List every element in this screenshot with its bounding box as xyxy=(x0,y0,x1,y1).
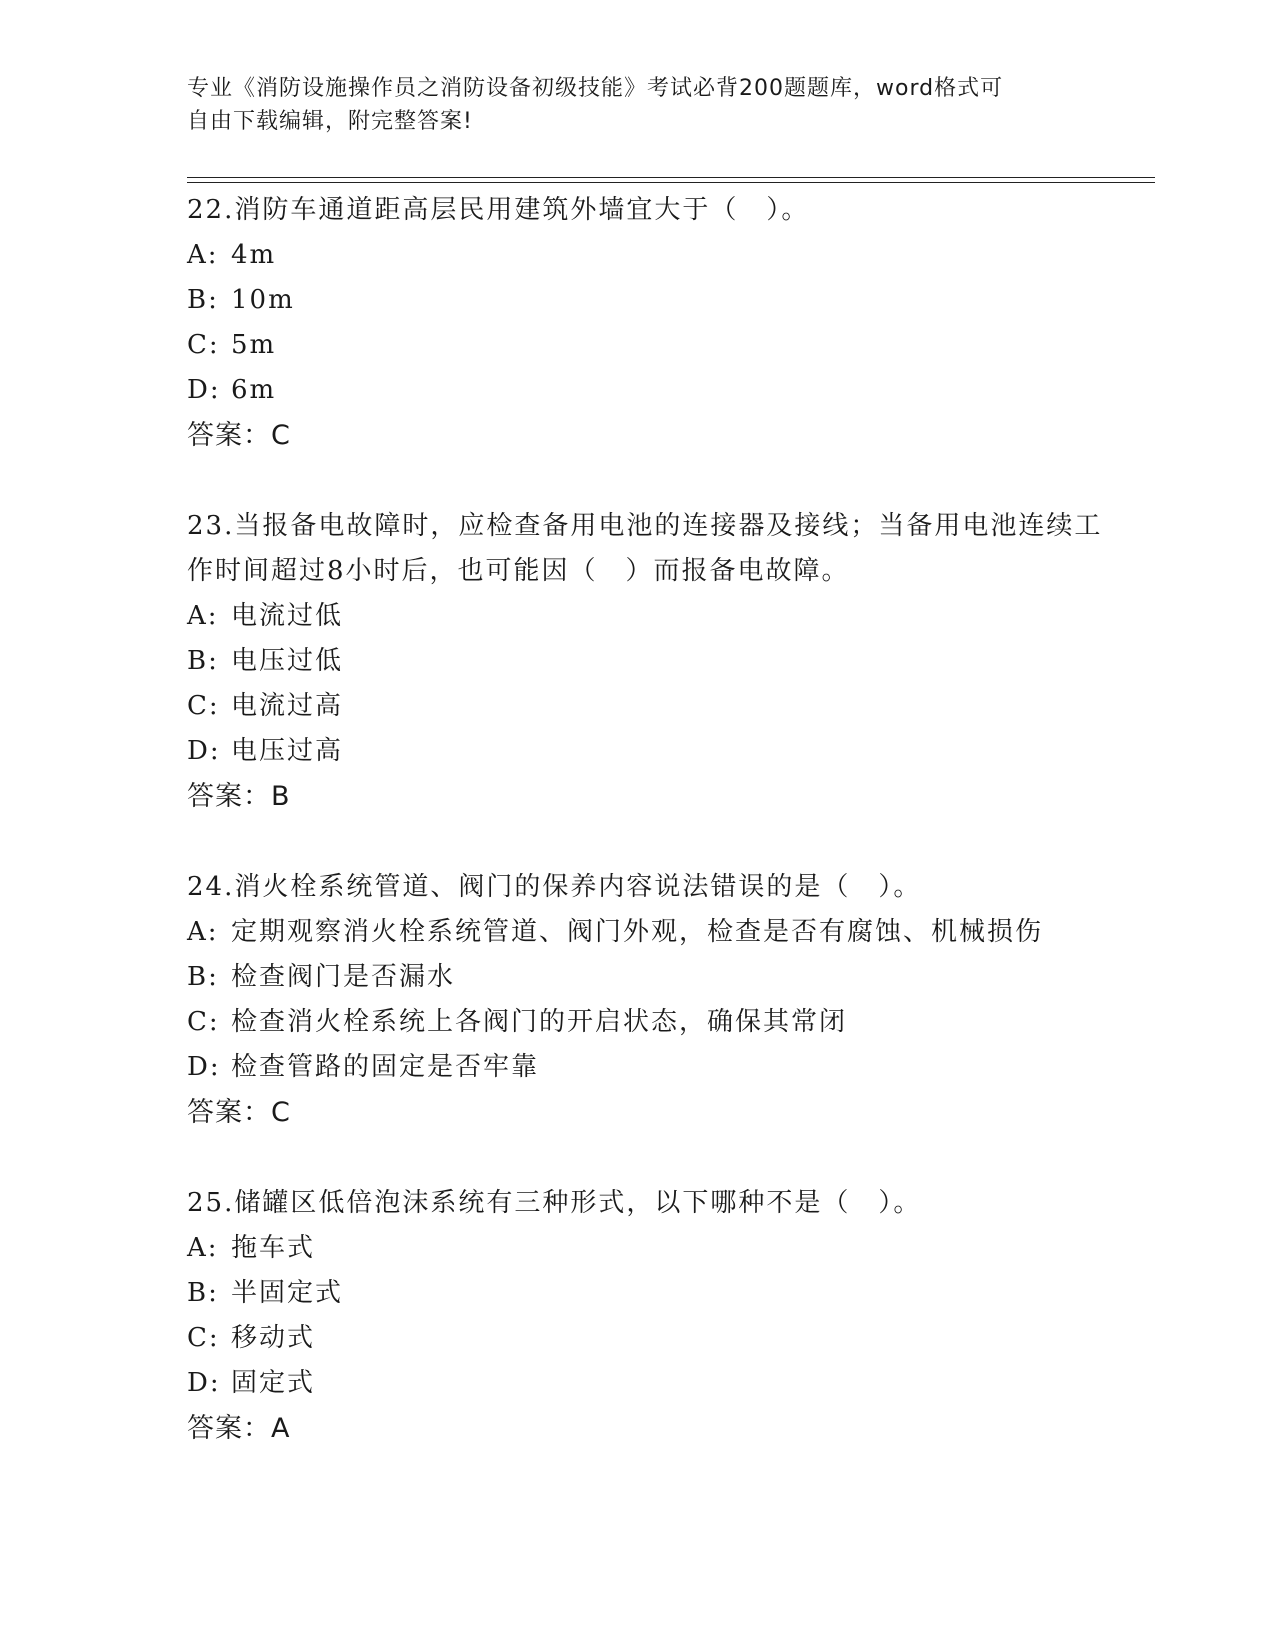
option-c xyxy=(187,1316,1107,1361)
option-d xyxy=(187,1361,1107,1406)
document-header xyxy=(187,72,1067,138)
answer-line: 答案：A xyxy=(187,1413,291,1444)
option-text: 固定式 xyxy=(231,1368,316,1398)
option-text: 10m xyxy=(231,285,295,315)
question-stem: 25.储罐区低倍泡沫系统有三种形式，以下哪种不是（ ）。 xyxy=(187,1188,922,1218)
question-stem: 23.当报备电故障时，应检查备用电池的连接器及接线；当备用电池连续工作时间超过8小时后，也可能因（ ）而报备电故障。 xyxy=(187,511,1103,586)
option-b xyxy=(187,1271,1107,1316)
question-list xyxy=(187,188,1107,1497)
option-a xyxy=(187,1226,1107,1271)
option-letter: C: xyxy=(187,691,220,721)
option-a xyxy=(187,594,1107,639)
question-25 xyxy=(187,1181,1107,1452)
option-c xyxy=(187,323,1107,368)
option-d xyxy=(187,729,1107,774)
option-b xyxy=(187,639,1107,684)
option-text: 定期观察消火栓系统管道、阀门外观，检查是否有腐蚀、机械损伤 xyxy=(231,917,1044,947)
answer-line: 答案：C xyxy=(187,420,291,451)
option-text: 5m xyxy=(231,330,277,360)
option-text: 检查管路的固定是否牢靠 xyxy=(231,1052,540,1082)
option-letter: B: xyxy=(187,285,219,315)
option-letter: C: xyxy=(187,1007,220,1037)
option-d xyxy=(187,368,1107,413)
header-line-1: 专业《消防设施操作员之消防设备初级技能》考试必背200题题库，word格式可 xyxy=(187,76,1004,101)
question-23 xyxy=(187,504,1107,820)
question-stem: 22.消防车通道距高层民用建筑外墙宜大于（ ）。 xyxy=(187,195,810,225)
option-text: 电压过高 xyxy=(231,736,344,766)
option-text: 4m xyxy=(231,240,277,270)
option-letter: C: xyxy=(187,330,220,360)
option-a xyxy=(187,910,1107,955)
option-letter: B: xyxy=(187,962,219,992)
option-letter: A: xyxy=(187,917,219,947)
option-letter: D: xyxy=(187,1052,221,1082)
option-text: 拖车式 xyxy=(231,1233,316,1263)
option-text: 电流过低 xyxy=(231,601,344,631)
option-letter: B: xyxy=(187,646,219,676)
question-22 xyxy=(187,188,1107,459)
option-letter: D: xyxy=(187,375,221,405)
option-text: 检查阀门是否漏水 xyxy=(231,962,456,992)
option-letter: D: xyxy=(187,736,221,766)
option-letter: C: xyxy=(187,1323,220,1353)
option-d xyxy=(187,1045,1107,1090)
option-b xyxy=(187,278,1107,323)
header-divider-top xyxy=(187,177,1155,178)
option-b xyxy=(187,955,1107,1000)
answer-line: 答案：C xyxy=(187,1097,291,1128)
option-letter: D: xyxy=(187,1368,221,1398)
option-text: 电压过低 xyxy=(231,646,344,676)
option-text: 电流过高 xyxy=(231,691,344,721)
header-line-2: 自由下载编辑，附完整答案! xyxy=(187,109,473,134)
option-text: 半固定式 xyxy=(231,1278,344,1308)
question-stem: 24.消火栓系统管道、阀门的保养内容说法错误的是（ ）。 xyxy=(187,872,922,902)
question-24 xyxy=(187,865,1107,1136)
option-letter: A: xyxy=(187,1233,219,1263)
option-text: 检查消火栓系统上各阀门的开启状态，确保其常闭 xyxy=(231,1007,848,1037)
option-letter: A: xyxy=(187,240,219,270)
option-text: 移动式 xyxy=(231,1323,316,1353)
option-letter: B: xyxy=(187,1278,219,1308)
answer-line: 答案：B xyxy=(187,781,291,812)
option-letter: A: xyxy=(187,601,219,631)
option-a xyxy=(187,233,1107,278)
header-divider-bottom xyxy=(187,182,1155,183)
option-text: 6m xyxy=(231,375,277,405)
option-c xyxy=(187,684,1107,729)
option-c xyxy=(187,1000,1107,1045)
